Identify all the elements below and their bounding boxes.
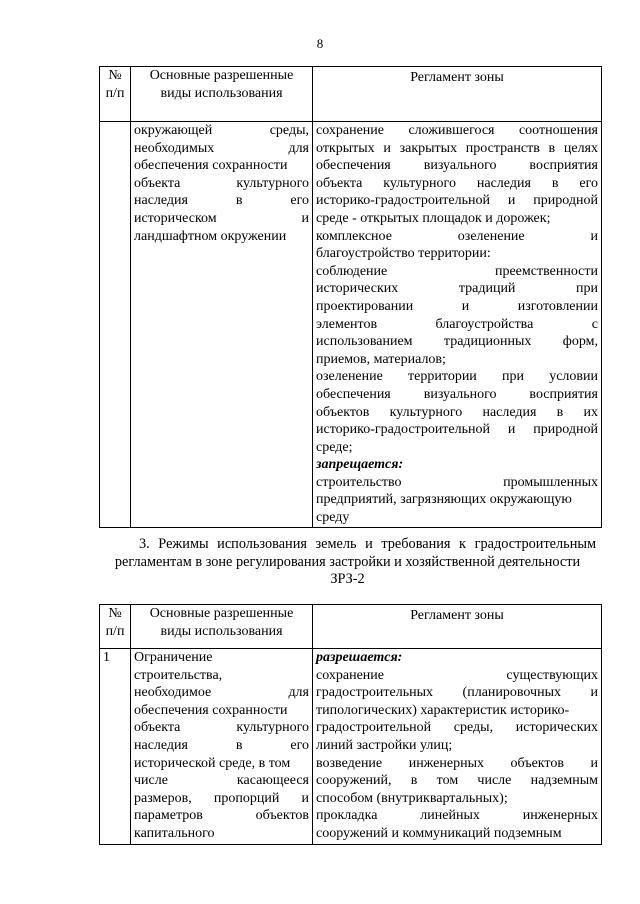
cell-text-line: типологических) характеристик историко- <box>316 702 570 718</box>
cell-text-line: озеленение территории при условии <box>316 369 598 385</box>
header-types: Основные разрешенные виды использования <box>131 67 313 122</box>
cell-text-line: открытых и закрытых пространств в целях <box>316 140 598 156</box>
cell-text-line: запрещается: <box>316 457 404 473</box>
cell-text-line: градостроительных (планировочных и <box>316 685 598 701</box>
cell-text-line: необходимое для <box>134 685 309 701</box>
cell-text-line: разрешается: <box>316 650 403 665</box>
cell-text-line: среде; <box>316 439 353 455</box>
cell-text-line: капитального <box>134 825 215 841</box>
cell-text-line: ландшафтном окружении <box>134 228 287 244</box>
cell-text-line: объекта культурного <box>134 175 309 191</box>
table-row <box>100 122 602 528</box>
cell-text-line: обеспечения визуального восприятия <box>316 158 598 174</box>
row-num: 1 <box>100 649 131 845</box>
cell-text-line: среде - открытых площадок и дорожек; <box>316 210 551 226</box>
heading-line-3: ЗРЗ-2 <box>330 571 365 587</box>
cell-text-line: исторической среде, в том <box>134 755 291 771</box>
header-regulation: Регламент зоны <box>313 67 602 122</box>
row-num <box>100 122 131 528</box>
regulation-table-1 <box>99 66 602 528</box>
cell-text-line: сохранение сложившегося соотношения <box>316 123 598 138</box>
cell-text-line: окружающей среды, <box>134 123 309 138</box>
cell-text-line: параметров объектов <box>134 808 309 824</box>
cell-text-line: возведение инженерных объектов и <box>316 755 598 771</box>
cell-text-line: Ограничение <box>134 650 213 665</box>
heading-line-1: 3. Режимы использования земель и требования к градостроительным <box>139 536 596 552</box>
cell-text-line: объекта культурного <box>134 720 309 736</box>
cell-text-line: обеспечения визуального восприятия <box>316 386 598 402</box>
cell-text-line: числе касающееся <box>134 773 309 789</box>
table-header-row <box>100 605 602 649</box>
cell-text-line: обеспечения сохранности <box>134 702 288 718</box>
row-regulation <box>313 649 602 845</box>
cell-text-line: проектировании и изготовлении <box>316 298 598 314</box>
cell-text-line: историко-градостроительной и природной <box>316 422 598 438</box>
heading-line-2: регламентам в зоне регулирования застройки и хозяйственной деятельности <box>114 553 581 570</box>
cell-text-line: комплексное озеленение и <box>316 228 598 244</box>
cell-text-line: строительство промышленных <box>316 474 598 490</box>
header-types: Основные разрешенные виды использования <box>131 605 313 649</box>
header-num: № п/п <box>100 605 131 649</box>
page-number: 8 <box>316 36 324 51</box>
cell-text-line: предприятий, загрязняющих окружающую <box>316 492 572 508</box>
section-heading <box>99 536 596 589</box>
cell-text-line: объектов культурного наследия в их <box>316 404 598 420</box>
cell-text-line: элементов благоустройства с <box>316 316 598 332</box>
row-regulation <box>313 122 602 528</box>
cell-text-line: линий застройки улиц; <box>316 737 453 753</box>
cell-text-line: сохранение существующих <box>316 667 598 683</box>
cell-text-line: соблюдение преемственности <box>316 263 598 279</box>
cell-text-line: использованием традиционных форм, <box>316 334 598 350</box>
cell-text-line: сооружений и коммуникаций подземным <box>316 825 562 841</box>
regulation-table-2 <box>99 604 602 845</box>
row-types <box>131 122 313 528</box>
cell-text-line: способом (внутриквартальных); <box>316 790 508 806</box>
table-header-row <box>100 67 602 122</box>
cell-text-line: градостроительной среды, исторических <box>316 720 598 736</box>
cell-text-line: историко-градостроительной и природной <box>316 193 598 209</box>
cell-text-line: объекта культурного наследия в его <box>316 175 598 191</box>
row-types <box>131 649 313 845</box>
cell-text-line: приемов, материалов; <box>316 351 446 367</box>
header-num: № п/п <box>100 67 131 122</box>
cell-text-line: исторических традиций при <box>316 281 598 297</box>
cell-text-line: прокладка линейных инженерных <box>316 808 598 824</box>
table-row <box>100 649 602 845</box>
cell-text-line: среду <box>316 510 350 526</box>
cell-text-line: необходимых для <box>134 140 309 156</box>
cell-text-line: строительства, <box>134 667 223 683</box>
cell-text-line: сооружений, в том числе надземным <box>316 773 598 789</box>
cell-text-line: обеспечения сохранности <box>134 158 288 174</box>
cell-text-line: размеров, пропорций и <box>134 790 309 806</box>
cell-text-line: благоустройство территории: <box>316 246 491 262</box>
cell-text-line: наследия в его <box>134 193 309 209</box>
cell-text-line: наследия в его <box>134 737 309 753</box>
cell-text-line: историческом и <box>134 210 309 226</box>
header-regulation: Регламент зоны <box>313 605 602 649</box>
